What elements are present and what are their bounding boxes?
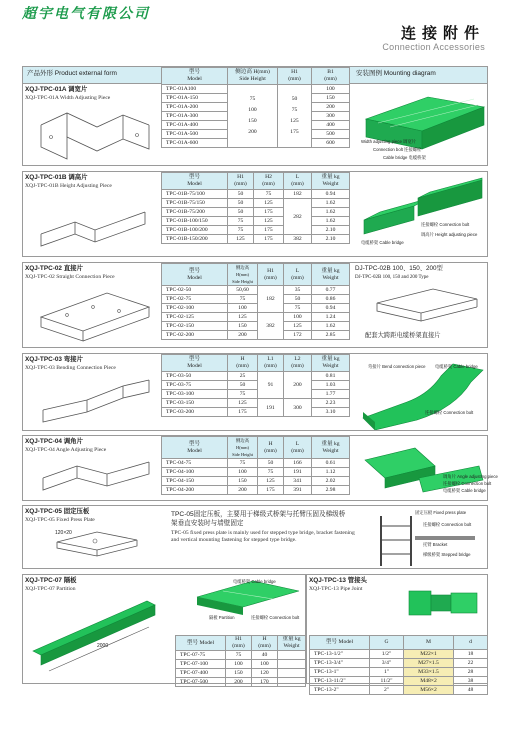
table-cell: 50 — [284, 295, 312, 304]
col-model: 型号 Model — [162, 264, 228, 286]
table-row — [310, 686, 488, 695]
table-row — [162, 304, 350, 313]
table-cell: 0.94 — [312, 190, 350, 199]
section-angle-adjusting-piece — [22, 435, 498, 501]
section-title-cn: XQJ-TPC-04 调角片 — [25, 438, 83, 445]
table-cell: M56×2 — [404, 686, 454, 695]
variant-piece-drawing — [373, 285, 483, 327]
table-cell: 2.98 — [312, 486, 350, 495]
table-cell: 125 — [254, 199, 284, 208]
table-row — [310, 677, 488, 686]
table-cell: 1.62 — [312, 322, 350, 331]
variant-subtitle: DJ-TPC-02B 100, 150 and 200 Type — [355, 275, 429, 280]
table-cell: 170 — [252, 678, 278, 687]
section-title-en: XQJ-TPC-04 Angle Adjusting Piece — [25, 447, 107, 453]
table-cell: 300 — [312, 112, 350, 121]
section-title-en: XQJ-TPC-02 Straight Connection Piece — [25, 274, 115, 280]
diagram-label: 连接螺栓 Connection bolt — [251, 615, 300, 620]
table-cell: 50 — [228, 208, 254, 217]
table-cell: TPC-01B-75/200 — [162, 208, 228, 217]
table-cell: M48×2 — [404, 677, 454, 686]
section-title-en: XQJ-TPC-13 Pipe Joint — [309, 586, 363, 592]
spec-table — [161, 436, 350, 495]
section-fixed-press-plate — [22, 505, 488, 569]
table-cell: 1.03 — [312, 381, 350, 390]
diagram-label: 连接螺栓 Connection bolt — [425, 410, 474, 415]
diagram-label: 连接螺栓 Connection bolt — [423, 522, 472, 527]
section-title — [25, 265, 115, 281]
partition-dimension: 2000 — [97, 643, 109, 649]
table-row — [162, 208, 350, 217]
diagram-label: 电缆桥架 Cable bridge — [435, 364, 478, 369]
table-cell: 91 — [258, 372, 284, 399]
table-cell: 125 — [254, 217, 284, 226]
height-piece-drawing — [35, 194, 155, 254]
table-cell: 100 — [312, 85, 350, 94]
table-cell: 500 — [312, 130, 350, 139]
table-cell: TPC-01B-150/200 — [162, 235, 228, 244]
table-cell: 0.94 — [312, 304, 350, 313]
table-cell: 75 — [284, 304, 312, 313]
col-l: L (mm) — [284, 173, 312, 190]
diagram-label: Connection bolt 连接螺栓 — [373, 147, 422, 152]
table-row — [310, 668, 488, 677]
spec-table — [175, 635, 306, 687]
section-pipe-joint — [306, 574, 488, 693]
table-cell: 200 — [228, 486, 258, 495]
col-g: G — [370, 636, 404, 650]
table-cell: 172 — [284, 331, 312, 340]
angle-piece-drawing — [37, 456, 155, 500]
table-row — [162, 286, 350, 295]
page-title: 连接附件 — [400, 24, 485, 42]
table-cell: 75 — [228, 295, 258, 304]
table-row — [176, 669, 306, 678]
table-cell: 175 — [254, 235, 284, 244]
table-row — [162, 331, 350, 340]
col-model: 型号 Model — [310, 636, 370, 650]
table-cell: 28 — [454, 668, 488, 677]
table-cell: TPC-04-150 — [162, 477, 228, 486]
table-cell: TPC-03-75 — [162, 381, 228, 390]
table-cell: 2" — [370, 686, 404, 695]
table-cell: TPC-02-50 — [162, 286, 228, 295]
table-row — [162, 477, 350, 486]
table-row — [162, 381, 350, 390]
table-cell: 150 — [226, 669, 252, 678]
section-title-cn: XQJ-TPC-02 直接片 — [25, 265, 83, 272]
table-cell: TPC-13-11/2" — [310, 677, 370, 686]
table-cell: 150 — [312, 94, 350, 103]
col-l: L (mm) — [284, 264, 312, 286]
table-cell: 0.61 — [312, 459, 350, 468]
col-model: 型号 Model — [162, 173, 228, 190]
table-cell: 1.24 — [312, 313, 350, 322]
diagram-label: 电缆桥架 Cable bridge — [361, 240, 404, 245]
table-cell: 600 — [312, 139, 350, 148]
brand-name: 超宇电气有限公司 — [22, 6, 150, 22]
table-cell: 300 — [284, 399, 312, 417]
table-cell: 100 — [226, 660, 252, 669]
col-header-product: 产品外形 Product external form — [27, 70, 117, 77]
diagram-label: Width adjusting piece 调宽片 — [361, 139, 416, 144]
section-title-en: XQJ-TPC-01A Width Adjusting Piece — [25, 95, 111, 101]
table-cell: 50 — [228, 190, 254, 199]
table-cell: 200 — [226, 678, 252, 687]
spec-table — [161, 263, 350, 340]
table-cell: 200 — [312, 103, 350, 112]
table-cell: 1.12 — [312, 468, 350, 477]
table-cell: TPC-01A-500 — [162, 130, 228, 139]
section-title-en: XQJ-TPC-01B Height Adjusting Piece — [25, 183, 112, 189]
table-cell: 175 — [228, 408, 258, 417]
col-weight: 重量 kg Weight — [278, 636, 306, 651]
table-cell: TPC-01B-100/150 — [162, 217, 228, 226]
section-title — [25, 577, 77, 593]
table-cell: 75 — [228, 226, 254, 235]
table-cell: 50 — [258, 459, 284, 468]
section-partition — [22, 574, 306, 684]
table-cell: 2.10 — [312, 226, 350, 235]
table-cell: 382 — [258, 313, 284, 340]
section-title-cn: XQJ-TPC-13 管接头 — [309, 577, 367, 584]
table-cell: TPC-02-150 — [162, 322, 228, 331]
section-title-en: XQJ-TPC-03 Bending Connection Piece — [25, 365, 116, 371]
table-cell: TPC-01A100 — [162, 85, 228, 94]
diagram-label: 弯接片 Bend connection piece — [368, 364, 426, 369]
table-cell: 120 — [252, 669, 278, 678]
table-cell: 75 — [228, 217, 254, 226]
diagram-label: 电缆桥架 Cable bridge — [233, 579, 276, 584]
spec-table — [161, 354, 350, 417]
width-piece-drawing — [37, 103, 155, 163]
section-title-cn: XQJ-TPC-03 弯接片 — [25, 356, 83, 363]
col-h: H (mm) — [252, 636, 278, 651]
table-row — [162, 199, 350, 208]
section-title — [25, 86, 110, 102]
side-height-values: 75 100 150 200 — [228, 85, 278, 148]
table-cell: 2.10 — [312, 235, 350, 244]
spec-table — [309, 635, 488, 695]
table-cell: TPC-13-3/4" — [310, 659, 370, 668]
section-height-adjusting-piece — [22, 171, 488, 257]
table-cell: TPC-02-75 — [162, 295, 228, 304]
table-cell: 200 — [228, 331, 258, 340]
table-cell: 25 — [228, 372, 258, 381]
table-cell: 50 — [228, 199, 254, 208]
col-side-height: 侧边高 H(mm) Side Height — [228, 437, 258, 459]
press-plate-mount-diagram — [371, 512, 481, 568]
table-cell: TPC-13-2" — [310, 686, 370, 695]
table-row — [162, 486, 350, 495]
table-cell: 0.77 — [312, 286, 350, 295]
table-cell: 100 — [252, 660, 278, 669]
variant-title: DJ-TPC-02B 100、150、200型 — [355, 265, 443, 272]
table-row — [162, 217, 350, 226]
diagram-label: Cable bridge 电缆桥架 — [383, 155, 426, 160]
pipe-joint-drawing — [403, 581, 483, 625]
table-cell: 125 — [228, 313, 258, 322]
table-cell: 341 — [284, 477, 312, 486]
page-subtitle: Connection Accessories — [382, 42, 485, 52]
table-row — [162, 235, 350, 244]
table-cell: 100 — [228, 304, 258, 313]
table-cell: TPC-03-50 — [162, 372, 228, 381]
spec-table — [161, 172, 350, 244]
table-cell: 125 — [228, 399, 258, 408]
table-cell: 282 — [284, 199, 312, 235]
table-row — [310, 659, 488, 668]
table-cell: TPC-03-150 — [162, 399, 228, 408]
table-cell: 175 — [258, 486, 284, 495]
table-cell: 2.02 — [312, 477, 350, 486]
col-l2: L2 (mm) — [284, 355, 312, 372]
table-cell — [278, 678, 306, 687]
table-cell: TPC-13-1/2" — [310, 650, 370, 659]
table-cell: TPC-02-125 — [162, 313, 228, 322]
table-cell: 0.86 — [312, 295, 350, 304]
col-weight: 重量 kg Weight — [312, 264, 350, 286]
col-h: H (mm) — [258, 437, 284, 459]
table-cell: 3/4" — [370, 659, 404, 668]
table-row — [162, 322, 350, 331]
bend-piece-drawing — [37, 376, 155, 430]
table-cell: TPC-01A-150 — [162, 94, 228, 103]
press-plate-note-cn: TPC-05固定压板，主要用于梯级式桥架与托臂压固及梯级桥架垂直安装时与墙壁固定 — [171, 511, 346, 527]
table-cell: TPC-07-100 — [176, 660, 226, 669]
col-h: H (mm) — [228, 355, 258, 372]
table-cell: 50 — [228, 381, 258, 390]
table-cell: 11/2" — [370, 677, 404, 686]
table-cell: 2.85 — [312, 331, 350, 340]
section-title — [25, 438, 106, 454]
straight-piece-drawing — [37, 287, 155, 345]
col-model: 型号 Model — [162, 437, 228, 459]
table-cell: 18 — [454, 650, 488, 659]
col-b1: B1 (mm) — [312, 68, 350, 85]
col-h1: H1 (mm) — [228, 173, 254, 190]
col-h1: H1 (mm) — [278, 68, 312, 85]
table-cell: TPC-02-200 — [162, 331, 228, 340]
table-row — [162, 313, 350, 322]
col-h1: H1 (mm) — [258, 264, 284, 286]
table-cell: TPC-04-200 — [162, 486, 228, 495]
table-cell: TPC-01A-400 — [162, 121, 228, 130]
col-h2: H2 (mm) — [254, 173, 284, 190]
section-width-adjusting-piece — [22, 66, 488, 166]
variant-note: 配套大跨距电缆桥架直接片 — [365, 332, 441, 339]
table-row — [176, 651, 306, 660]
table-cell: 1.62 — [312, 217, 350, 226]
table-cell: TPC-02-100 — [162, 304, 228, 313]
table-cell: 150 — [228, 322, 258, 331]
diagram-label: 调高片 Height adjusting piece — [421, 232, 478, 237]
col-model: 型号 Model — [162, 68, 228, 85]
table-cell: 75 — [228, 390, 258, 399]
table-cell: TPC-04-75 — [162, 459, 228, 468]
table-cell: 125 — [284, 322, 312, 331]
section-title — [309, 577, 367, 593]
table-row — [176, 660, 306, 669]
diagram-label: 梯级桥架 Stepped bridge — [423, 552, 471, 557]
col-header-diagram: 安装图例 Mounting diagram — [356, 70, 436, 77]
table-cell: 100 — [284, 313, 312, 322]
table-row — [162, 190, 350, 199]
table-cell — [278, 651, 306, 660]
table-cell: 38 — [454, 677, 488, 686]
table-cell: 22 — [454, 659, 488, 668]
diagram-label: 调角片 Angle adjusting piece — [443, 474, 498, 479]
table-cell: 182 — [258, 286, 284, 313]
table-row — [176, 678, 306, 687]
table-cell — [278, 660, 306, 669]
partition-drawing — [29, 597, 179, 683]
table-cell: TPC-01A-600 — [162, 139, 228, 148]
diagram-label: 隔板 Partition — [209, 615, 235, 620]
table-cell: 1.77 — [312, 390, 350, 399]
section-title-cn: XQJ-TPC-07 隔板 — [25, 577, 77, 584]
table-row — [162, 408, 350, 417]
section-straight-connection-piece — [22, 262, 488, 348]
table-cell: TPC-01A-200 — [162, 103, 228, 112]
col-model: 型号 Model — [176, 636, 226, 651]
table-cell: 150 — [228, 477, 258, 486]
table-cell: 75 — [258, 468, 284, 477]
table-cell: 75 — [254, 190, 284, 199]
section-title-cn: XQJ-TPC-05 固定压板 — [25, 508, 90, 515]
table-row — [162, 399, 350, 408]
table-cell: 0.81 — [312, 372, 350, 381]
table-cell: 391 — [284, 486, 312, 495]
col-l1: L1 (mm) — [258, 355, 284, 372]
table-cell: 1" — [370, 668, 404, 677]
table-cell: M33×1.5 — [404, 668, 454, 677]
table-cell: 175 — [254, 208, 284, 217]
section-title — [25, 356, 116, 372]
table-cell: 1.62 — [312, 199, 350, 208]
section-title-cn: XQJ-TPC-01A 调宽片 — [25, 86, 88, 93]
table-cell: M22×1 — [404, 650, 454, 659]
section-title — [25, 508, 95, 524]
diagram-label: 托臂 Bracket — [423, 542, 448, 547]
table-cell: M27×1.5 — [404, 659, 454, 668]
section-title-en: XQJ-TPC-05 Fixed Press Plate — [25, 517, 95, 523]
col-weight: 重量 kg Weight — [312, 173, 350, 190]
diagram-label: 连接螺栓 Connection bolt — [443, 481, 492, 486]
diagram-label: 电缆桥架 Cable bridge — [443, 488, 486, 493]
table-cell: TPC-03-100 — [162, 390, 228, 399]
table-cell: 50,60 — [228, 286, 258, 295]
table-cell: TPC-07-400 — [176, 669, 226, 678]
col-h1: H1 (mm) — [226, 636, 252, 651]
table-cell: TPC-04-100 — [162, 468, 228, 477]
col-l: L (mm) — [284, 437, 312, 459]
table-cell: TPC-07-75 — [176, 651, 226, 660]
col-weight: 重量 kg Weight — [312, 437, 350, 459]
press-plate-dimension: 120×20 — [55, 530, 72, 536]
diagram-label: 固定压板 Fixed press plate — [415, 510, 467, 515]
table-cell: 40 — [252, 651, 278, 660]
table-cell — [278, 669, 306, 678]
table-cell: 175 — [254, 226, 284, 235]
table-row — [162, 226, 350, 235]
table-row — [162, 468, 350, 477]
section-title-cn: XQJ-TPC-01B 调高片 — [25, 174, 88, 181]
col-d: d — [454, 636, 488, 650]
table-cell: TPC-01B-100/200 — [162, 226, 228, 235]
table-row — [162, 372, 350, 381]
table-cell: 1/2" — [370, 650, 404, 659]
col-side-height: 侧边高 H(mm) Side Height — [228, 264, 258, 286]
table-cell: 191 — [258, 399, 284, 417]
table-cell: TPC-03-200 — [162, 408, 228, 417]
col-m: M — [404, 636, 454, 650]
table-row — [162, 459, 350, 468]
table-cell: 48 — [454, 686, 488, 695]
table-cell: 1.62 — [312, 208, 350, 217]
table-cell: 2.23 — [312, 399, 350, 408]
spec-table — [161, 67, 350, 148]
bend-piece-mount-diagram — [359, 360, 485, 430]
table-cell: 100 — [228, 468, 258, 477]
table-cell: 125 — [258, 477, 284, 486]
table-cell: 166 — [284, 459, 312, 468]
table-cell: 200 — [284, 372, 312, 399]
col-weight: 重量 kg Weight — [312, 355, 350, 372]
table-cell: 400 — [312, 121, 350, 130]
table-cell: TPC-01A-300 — [162, 112, 228, 121]
table-cell: 182 — [284, 190, 312, 199]
press-plate-note-en: TPC-05 fixed press plate is mainly used for stepped type bridge, bracket fastening and vertical mounting fastening for stepped type bridge. — [171, 530, 355, 543]
table-row — [162, 390, 350, 399]
table-row — [162, 295, 350, 304]
table-row — [310, 650, 488, 659]
table-cell: 75 — [226, 651, 252, 660]
col-model: 型号 Model — [162, 355, 228, 372]
table-cell: TPC-07-500 — [176, 678, 226, 687]
table-cell: TPC-01B-75/150 — [162, 199, 228, 208]
table-cell: 75 — [228, 459, 258, 468]
table-cell: TPC-13-1" — [310, 668, 370, 677]
table-cell: 35 — [284, 286, 312, 295]
section-bending-connection-piece — [22, 353, 488, 431]
h1-values: 50 75 125 175 — [278, 85, 312, 148]
table-cell: 125 — [228, 235, 254, 244]
table-cell: 3.10 — [312, 408, 350, 417]
table-cell: 382 — [284, 235, 312, 244]
section-title — [25, 174, 112, 190]
col-side-height: 侧边高 H(mm) Side Height — [228, 68, 278, 85]
diagram-label: 连接螺栓 Connection bolt — [421, 222, 470, 227]
table-cell: 191 — [284, 468, 312, 477]
section-title-en: XQJ-TPC-07 Partition — [25, 586, 76, 592]
table-cell: TPC-01B-75/100 — [162, 190, 228, 199]
